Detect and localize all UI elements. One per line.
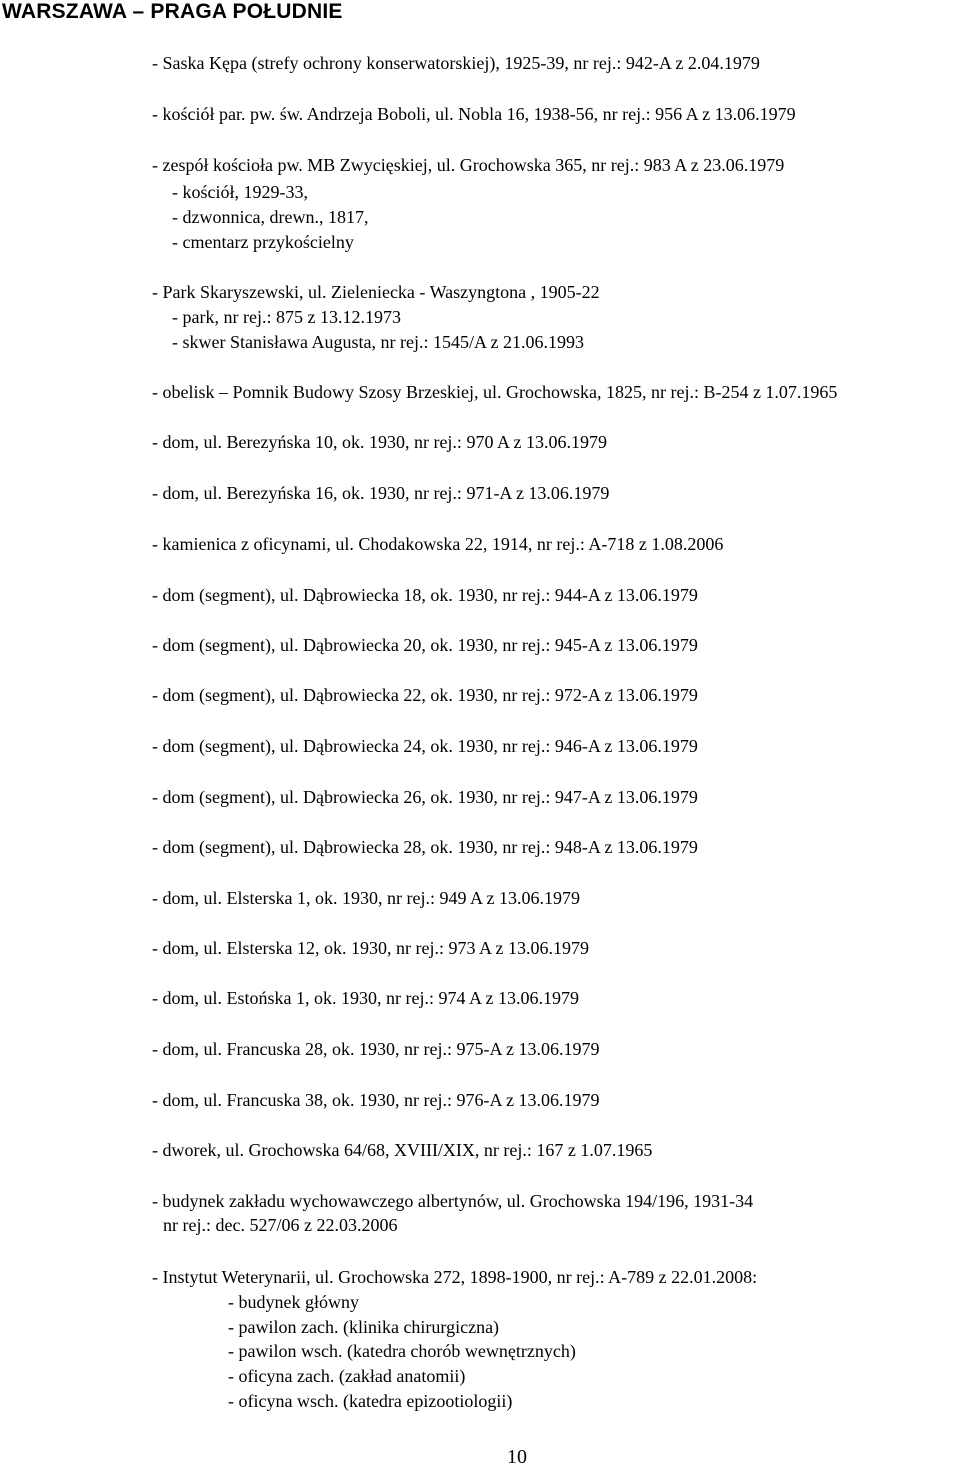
list-item: - Park Skaryszewski, ul. Zieleniecka - Waszyngtona , 1905-22 [152, 282, 600, 302]
list-item: - dom (segment), ul. Dąbrowiecka 22, ok. 1930, nr rej.: 972-A z 13.06.1979 [152, 685, 698, 705]
list-item: - dworek, ul. Grochowska 64/68, XVIII/XIX, nr rej.: 167 z 1.07.1965 [152, 1140, 653, 1160]
list-item: - dom, ul. Elsterska 12, ok. 1930, nr rej.: 973 A z 13.06.1979 [152, 938, 589, 958]
list-item: - obelisk – Pomnik Budowy Szosy Brzeskiej, ul. Grochowska, 1825, nr rej.: B-254 z 1.07.1965 [152, 382, 838, 402]
list-sub-item: - oficyna zach. (zakład anatomii) [228, 1366, 466, 1386]
list-sub-item: - pawilon zach. (klinika chirurgiczna) [228, 1317, 500, 1337]
list-item: - budynek zakładu wychowawczego albertynów, ul. Grochowska 194/196, 1931-34 [152, 1191, 754, 1211]
list-item-continuation: nr rej.: dec. 527/06 z 22.03.2006 [163, 1215, 398, 1235]
list-item: - dom, ul. Elsterska 1, ok. 1930, nr rej.: 949 A z 13.06.1979 [152, 888, 580, 908]
list-item: - kamienica z oficynami, ul. Chodakowska 22, 1914, nr rej.: A-718 z 1.08.2006 [152, 534, 724, 554]
list-sub-item: - kościół, 1929-33, [172, 182, 308, 202]
list-item: - dom, ul. Berezyńska 10, ok. 1930, nr rej.: 970 A z 13.06.1979 [152, 432, 607, 452]
list-item: - dom, ul. Francuska 28, ok. 1930, nr rej.: 975-A z 13.06.1979 [152, 1039, 600, 1059]
list-item: - dom (segment), ul. Dąbrowiecka 18, ok. 1930, nr rej.: 944-A z 13.06.1979 [152, 585, 698, 605]
list-item: - dom (segment), ul. Dąbrowiecka 24, ok. 1930, nr rej.: 946-A z 13.06.1979 [152, 736, 698, 756]
list-sub-item: - budynek główny [228, 1292, 359, 1312]
list-sub-item: - dzwonnica, drewn., 1817, [172, 207, 369, 227]
list-item: - dom, ul. Estońska 1, ok. 1930, nr rej.: 974 A z 13.06.1979 [152, 988, 579, 1008]
list-item: - zespół kościoła pw. MB Zwycięskiej, ul. Grochowska 365, nr rej.: 983 A z 23.06.1979 [152, 155, 785, 175]
list-sub-item: - oficyna wsch. (katedra epizootiologii) [228, 1391, 513, 1411]
list-item: - dom, ul. Berezyńska 16, ok. 1930, nr rej.: 971-A z 13.06.1979 [152, 483, 610, 503]
list-item: - kościół par. pw. św. Andrzeja Boboli, ul. Nobla 16, 1938-56, nr rej.: 956 A z 13.06.1979 [152, 104, 796, 124]
list-item: - dom (segment), ul. Dąbrowiecka 28, ok. 1930, nr rej.: 948-A z 13.06.1979 [152, 837, 698, 857]
list-item: - Saska Kępa (strefy ochrony konserwatorskiej), 1925-39, nr rej.: 942-A z 2.04.1979 [152, 53, 760, 73]
list-item: - dom (segment), ul. Dąbrowiecka 26, ok. 1930, nr rej.: 947-A z 13.06.1979 [152, 787, 698, 807]
list-sub-item: - cmentarz przykościelny [172, 232, 354, 252]
page-number: 10 [507, 1446, 527, 1468]
page-title: WARSZAWA – PRAGA POŁUDNIE [2, 0, 343, 23]
list-sub-item: - park, nr rej.: 875 z 13.12.1973 [172, 307, 401, 327]
list-item: - dom (segment), ul. Dąbrowiecka 20, ok. 1930, nr rej.: 945-A z 13.06.1979 [152, 635, 698, 655]
list-item: - dom, ul. Francuska 38, ok. 1930, nr rej.: 976-A z 13.06.1979 [152, 1090, 600, 1110]
list-sub-item: - skwer Stanisława Augusta, nr rej.: 1545/A z 21.06.1993 [172, 332, 584, 352]
list-sub-item: - pawilon wsch. (katedra chorób wewnętrznych) [228, 1341, 576, 1361]
list-item: - Instytut Weterynarii, ul. Grochowska 272, 1898-1900, nr rej.: A-789 z 22.01.2008: [152, 1267, 758, 1287]
